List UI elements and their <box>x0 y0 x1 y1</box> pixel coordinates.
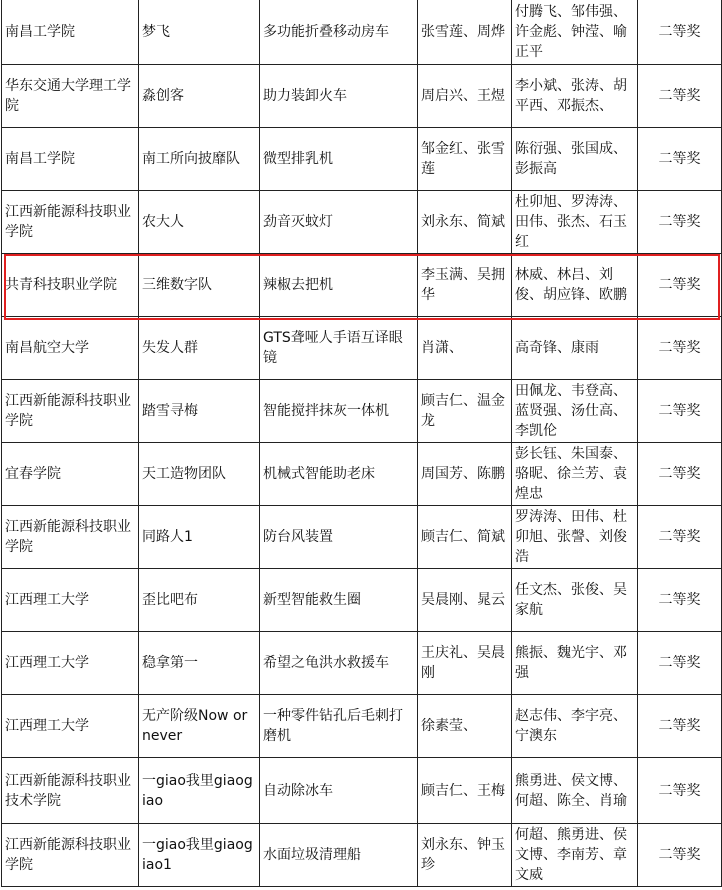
teacher-cell: 刘永东、钟玉珍 <box>418 824 512 887</box>
team-cell: 农大人 <box>139 191 260 254</box>
award-cell: 二等奖 <box>638 0 722 65</box>
teacher-cell: 周国芳、陈鹏 <box>418 443 512 506</box>
teacher-cell: 刘永东、简斌 <box>418 191 512 254</box>
members-cell: 罗涛涛、田伟、杜卯旭、张謦、刘俊浩 <box>512 506 638 569</box>
table-row <box>2 254 722 317</box>
members-cell: 李小斌、张涛、胡平西、邓振杰、 <box>512 65 638 128</box>
table-row <box>2 632 722 695</box>
table-row <box>2 569 722 632</box>
members-cell: 熊勇进、侯文博、何超、陈全、肖瑜 <box>512 758 638 824</box>
project-cell: 防台风装置 <box>260 506 418 569</box>
school-cell: 江西理工大学 <box>2 569 139 632</box>
table-row <box>2 758 722 824</box>
members-cell: 熊振、魏光宇、邓强 <box>512 632 638 695</box>
members-cell: 高奇锋、康雨 <box>512 317 638 380</box>
members-cell: 彭长钰、朱国泰、骆昵、徐兰芳、袁煌忠 <box>512 443 638 506</box>
teacher-cell: 王庆礼、吴晨刚 <box>418 632 512 695</box>
teacher-cell: 徐素莹、 <box>418 695 512 758</box>
project-cell: 微型排乳机 <box>260 128 418 191</box>
members-cell: 付腾飞、邹伟强、许金彪、钟滢、喻正平 <box>512 0 638 65</box>
table-row <box>2 506 722 569</box>
table-row <box>2 317 722 380</box>
project-cell: 智能搅拌抹灰一体机 <box>260 380 418 443</box>
award-cell: 二等奖 <box>638 695 722 758</box>
school-cell: 江西新能源科技职业学院 <box>2 824 139 887</box>
team-cell: 踏雪寻梅 <box>139 380 260 443</box>
teacher-cell: 肖潇、 <box>418 317 512 380</box>
school-cell: 江西新能源科技职业技术学院 <box>2 758 139 824</box>
school-cell: 宜春学院 <box>2 443 139 506</box>
team-cell: 失发人群 <box>139 317 260 380</box>
members-cell: 杜卯旭、罗涛涛、田伟、张杰、石玉红 <box>512 191 638 254</box>
award-cell: 二等奖 <box>638 317 722 380</box>
award-cell: 二等奖 <box>638 191 722 254</box>
team-cell: 一giao我里giaogiao1 <box>139 824 260 887</box>
members-cell: 林威、林吕、刘俊、胡应锋、欧鹏 <box>512 254 638 317</box>
team-cell: 同路人1 <box>139 506 260 569</box>
award-cell: 二等奖 <box>638 254 722 317</box>
team-cell: 一giao我里giaogiao <box>139 758 260 824</box>
table-row <box>2 0 722 65</box>
project-cell: 机械式智能助老床 <box>260 443 418 506</box>
awards-table-body <box>2 0 722 887</box>
members-cell: 田佩龙、韦登高、蓝贤强、汤仕高、李凯伦 <box>512 380 638 443</box>
school-cell: 南昌航空大学 <box>2 317 139 380</box>
award-cell: 二等奖 <box>638 632 722 695</box>
members-cell: 何超、熊勇进、侯文博、李南芳、章文威 <box>512 824 638 887</box>
award-cell: 二等奖 <box>638 824 722 887</box>
school-cell: 南昌工学院 <box>2 0 139 65</box>
award-cell: 二等奖 <box>638 65 722 128</box>
team-cell: 南工所向披靡队 <box>139 128 260 191</box>
teacher-cell: 邹金红、张雪莲 <box>418 128 512 191</box>
project-cell: 一种零件钻孔后毛刺打磨机 <box>260 695 418 758</box>
table-row <box>2 380 722 443</box>
project-cell: GTS聋哑人手语互译眼镜 <box>260 317 418 380</box>
team-cell: 三维数字队 <box>139 254 260 317</box>
teacher-cell: 吴晨刚、晁云 <box>418 569 512 632</box>
members-cell: 赵志伟、李宇亮、宁澳东 <box>512 695 638 758</box>
project-cell: 自动除冰车 <box>260 758 418 824</box>
team-cell: 无产阶级Now or never <box>139 695 260 758</box>
award-cell: 二等奖 <box>638 380 722 443</box>
awards-table <box>1 0 722 887</box>
teacher-cell: 张雪莲、周烨 <box>418 0 512 65</box>
teacher-cell: 李玉满、吴拥华 <box>418 254 512 317</box>
school-cell: 江西新能源科技职业学院 <box>2 191 139 254</box>
table-row <box>2 824 722 887</box>
school-cell: 江西理工大学 <box>2 632 139 695</box>
school-cell: 华东交通大学理工学院 <box>2 65 139 128</box>
table-row <box>2 128 722 191</box>
team-cell: 稳拿第一 <box>139 632 260 695</box>
project-cell: 劲音灭蚊灯 <box>260 191 418 254</box>
teacher-cell: 顾吉仁、简斌 <box>418 506 512 569</box>
award-cell: 二等奖 <box>638 443 722 506</box>
school-cell: 江西理工大学 <box>2 695 139 758</box>
school-cell: 江西新能源科技职业学院 <box>2 380 139 443</box>
teacher-cell: 周启兴、王煜 <box>418 65 512 128</box>
award-cell: 二等奖 <box>638 128 722 191</box>
school-cell: 南昌工学院 <box>2 128 139 191</box>
table-row <box>2 65 722 128</box>
project-cell: 新型智能救生圈 <box>260 569 418 632</box>
project-cell: 水面垃圾清理船 <box>260 824 418 887</box>
members-cell: 任文杰、张俊、吴家航 <box>512 569 638 632</box>
project-cell: 多功能折叠移动房车 <box>260 0 418 65</box>
table-row <box>2 695 722 758</box>
school-cell: 江西新能源科技职业学院 <box>2 506 139 569</box>
project-cell: 辣椒去把机 <box>260 254 418 317</box>
table-row <box>2 443 722 506</box>
project-cell: 希望之龟洪水救援车 <box>260 632 418 695</box>
teacher-cell: 顾吉仁、王梅 <box>418 758 512 824</box>
team-cell: 天工造物团队 <box>139 443 260 506</box>
award-cell: 二等奖 <box>638 758 722 824</box>
team-cell: 歪比吧布 <box>139 569 260 632</box>
members-cell: 陈衍强、张国成、彭振高 <box>512 128 638 191</box>
team-cell: 淼创客 <box>139 65 260 128</box>
award-cell: 二等奖 <box>638 506 722 569</box>
table-row <box>2 191 722 254</box>
teacher-cell: 顾吉仁、温金龙 <box>418 380 512 443</box>
project-cell: 助力装卸火车 <box>260 65 418 128</box>
team-cell: 梦飞 <box>139 0 260 65</box>
award-cell: 二等奖 <box>638 569 722 632</box>
school-cell: 共青科技职业学院 <box>2 254 139 317</box>
